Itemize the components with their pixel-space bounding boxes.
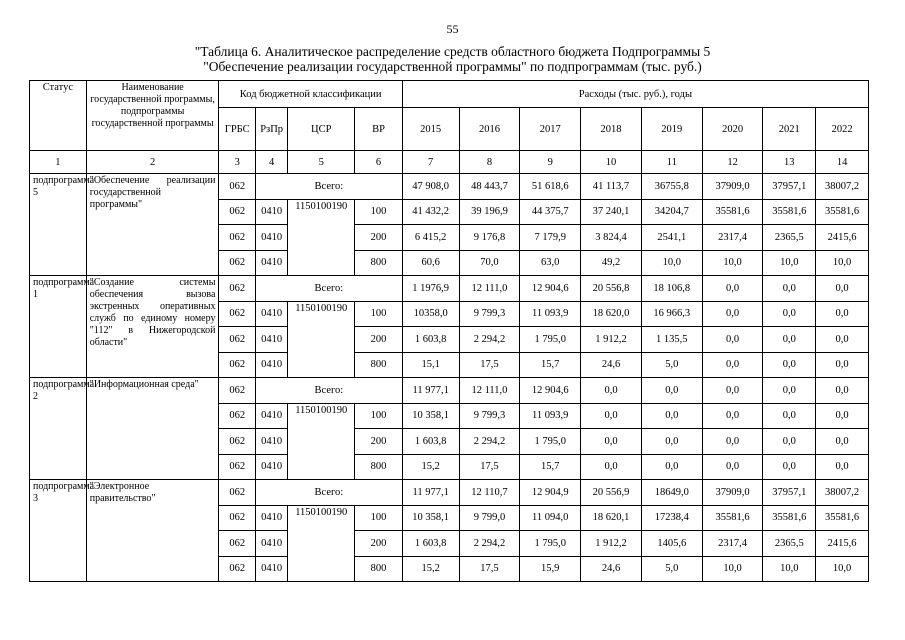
value-cell: 2415,6 [816,225,869,251]
value-cell: 24,6 [581,556,642,582]
value-cell: 18649,0 [641,480,702,506]
value-cell: 0,0 [702,454,763,480]
value-cell: 10,0 [702,250,763,276]
rzpr-cell: 0410 [255,429,287,455]
value-cell: 5,0 [641,556,702,582]
vr-cell: 200 [355,327,403,353]
value-cell: 1 912,2 [581,327,642,353]
value-cell: 0,0 [702,352,763,378]
rzpr-cell: 0410 [255,327,287,353]
value-cell: 0,0 [702,403,763,429]
value-cell: 34204,7 [641,199,702,225]
value-cell: 37909,0 [702,480,763,506]
value-cell: 3 824,4 [581,225,642,251]
grbs-cell: 062 [219,531,255,557]
table-row [30,480,869,506]
value-cell: 41 432,2 [402,199,459,225]
value-cell: 35581,6 [702,199,763,225]
grbs-cell: 062 [219,301,255,327]
value-cell: 0,0 [763,301,816,327]
rzpr-cell: 0410 [255,505,287,531]
value-cell: 9 799,3 [459,301,520,327]
value-cell: 39 196,9 [459,199,520,225]
value-cell: 15,2 [402,454,459,480]
value-cell: 20 556,9 [581,480,642,506]
value-cell: 1 135,5 [641,327,702,353]
value-cell: 2 294,2 [459,531,520,557]
vr-cell: 100 [355,505,403,531]
column-number: 3 [219,151,255,174]
total-label: Всего: [255,174,402,200]
value-cell: 35581,6 [763,199,816,225]
rzpr-cell: 0410 [255,556,287,582]
status-cell: подпрограмма 1 [30,276,87,378]
vr-cell: 200 [355,531,403,557]
value-cell: 17238,4 [641,505,702,531]
value-cell: 10,0 [641,250,702,276]
value-cell: 18 106,8 [641,276,702,302]
vr-cell: 800 [355,556,403,582]
value-cell: 11 093,9 [520,301,581,327]
value-cell: 0,0 [816,327,869,353]
value-cell: 1 795,0 [520,327,581,353]
value-cell: 37957,1 [763,480,816,506]
value-cell: 0,0 [641,429,702,455]
value-cell: 1 603,8 [402,327,459,353]
value-cell: 0,0 [581,429,642,455]
column-number: 13 [763,151,816,174]
grbs-cell: 062 [219,454,255,480]
csr-cell: 1150100190 [288,505,355,582]
value-cell: 15,7 [520,454,581,480]
value-cell: 35581,6 [763,505,816,531]
total-label: Всего: [255,480,402,506]
rzpr-cell: 0410 [255,199,287,225]
value-cell: 49,2 [581,250,642,276]
header-year: 2018 [581,108,642,151]
value-cell: 20 556,8 [581,276,642,302]
rzpr-cell: 0410 [255,352,287,378]
value-cell: 0,0 [641,378,702,404]
value-cell: 48 443,7 [459,174,520,200]
value-cell: 0,0 [581,378,642,404]
value-cell: 17,5 [459,352,520,378]
rzpr-cell: 0410 [255,403,287,429]
rzpr-cell: 0410 [255,225,287,251]
value-cell: 18 620,0 [581,301,642,327]
header-name: Наименование государственной программы, подпрограммы государственной программы [86,81,219,151]
grbs-cell: 062 [219,403,255,429]
value-cell: 0,0 [763,454,816,480]
value-cell: 1405,6 [641,531,702,557]
header-year: 2021 [763,108,816,151]
budget-table [29,80,869,582]
header-grbs: ГРБС [219,108,255,151]
grbs-cell: 062 [219,352,255,378]
column-number-row [30,151,869,174]
value-cell: 70,0 [459,250,520,276]
value-cell: 2317,4 [702,225,763,251]
column-number: 7 [402,151,459,174]
value-cell: 11 977,1 [402,378,459,404]
value-cell: 10,0 [702,556,763,582]
value-cell: 11 093,9 [520,403,581,429]
vr-cell: 200 [355,429,403,455]
value-cell: 12 904,6 [520,276,581,302]
csr-cell: 1150100190 [288,301,355,378]
value-cell: 12 111,0 [459,276,520,302]
value-cell: 12 111,0 [459,378,520,404]
value-cell: 1 603,8 [402,429,459,455]
column-number: 11 [641,151,702,174]
rzpr-cell: 0410 [255,301,287,327]
grbs-cell: 062 [219,327,255,353]
grbs-cell: 062 [219,378,255,404]
value-cell: 0,0 [702,378,763,404]
value-cell: 17,5 [459,454,520,480]
csr-cell: 1150100190 [288,199,355,276]
value-cell: 36755,8 [641,174,702,200]
vr-cell: 100 [355,403,403,429]
value-cell: 2317,4 [702,531,763,557]
value-cell: 0,0 [763,352,816,378]
header-vr: ВР [355,108,403,151]
header-expenses-group: Расходы (тыс. руб.), годы [402,81,868,108]
value-cell: 7 179,9 [520,225,581,251]
value-cell: 0,0 [581,454,642,480]
value-cell: 10 358,1 [402,505,459,531]
value-cell: 10,0 [763,556,816,582]
value-cell: 0,0 [763,403,816,429]
value-cell: 0,0 [702,429,763,455]
value-cell: 5,0 [641,352,702,378]
value-cell: 2541,1 [641,225,702,251]
value-cell: 51 618,6 [520,174,581,200]
column-number: 9 [520,151,581,174]
table-row [30,378,869,404]
header-year: 2019 [641,108,702,151]
total-label: Всего: [255,378,402,404]
header-csr: ЦСР [288,108,355,151]
name-cell: "Электронное правительство" [86,480,219,582]
grbs-cell: 062 [219,250,255,276]
value-cell: 16 966,3 [641,301,702,327]
vr-cell: 200 [355,225,403,251]
name-cell: "Обеспечение реализации государственной программы" [86,174,219,276]
value-cell: 0,0 [763,378,816,404]
value-cell: 41 113,7 [581,174,642,200]
value-cell: 0,0 [816,403,869,429]
value-cell: 37957,1 [763,174,816,200]
value-cell: 1 795,0 [520,429,581,455]
value-cell: 2365,5 [763,225,816,251]
value-cell: 35581,6 [816,199,869,225]
header-year: 2022 [816,108,869,151]
column-number: 6 [355,151,403,174]
value-cell: 35581,6 [816,505,869,531]
value-cell: 44 375,7 [520,199,581,225]
value-cell: 18 620,1 [581,505,642,531]
value-cell: 17,5 [459,556,520,582]
name-cell: "Создание системы обеспечения вызова экстренных оперативных служб по единому номеру "112" в Нижегородской области" [86,276,219,378]
vr-cell: 100 [355,301,403,327]
grbs-cell: 062 [219,199,255,225]
value-cell: 35581,6 [702,505,763,531]
value-cell: 37 240,1 [581,199,642,225]
rzpr-cell: 0410 [255,454,287,480]
value-cell: 0,0 [763,276,816,302]
table-row [30,174,869,200]
value-cell: 0,0 [816,429,869,455]
value-cell: 9 799,3 [459,403,520,429]
value-cell: 0,0 [763,429,816,455]
value-cell: 1 912,2 [581,531,642,557]
grbs-cell: 062 [219,174,255,200]
value-cell: 0,0 [816,276,869,302]
header-code-group: Код бюджетной классификации [219,81,402,108]
value-cell: 38007,2 [816,174,869,200]
header-year: 2016 [459,108,520,151]
value-cell: 15,1 [402,352,459,378]
value-cell: 0,0 [641,403,702,429]
value-cell: 6 415,2 [402,225,459,251]
value-cell: 10358,0 [402,301,459,327]
value-cell: 9 799,0 [459,505,520,531]
table-row [30,276,869,302]
value-cell: 0,0 [581,403,642,429]
column-number: 1 [30,151,87,174]
value-cell: 1 603,8 [402,531,459,557]
value-cell: 12 904,6 [520,378,581,404]
header-year: 2017 [520,108,581,151]
value-cell: 0,0 [816,352,869,378]
csr-cell: 1150100190 [288,403,355,480]
title-line-2: "Обеспечение реализации государственной программы" по подпрограммам (тыс. руб.) [203,59,702,74]
value-cell: 10 358,1 [402,403,459,429]
value-cell: 37909,0 [702,174,763,200]
value-cell: 38007,2 [816,480,869,506]
value-cell: 12 904,9 [520,480,581,506]
value-cell: 10,0 [763,250,816,276]
grbs-cell: 062 [219,225,255,251]
value-cell: 2415,6 [816,531,869,557]
grbs-cell: 062 [219,556,255,582]
vr-cell: 800 [355,352,403,378]
status-cell: подпрограмма 3 [30,480,87,582]
value-cell: 60,6 [402,250,459,276]
value-cell: 63,0 [520,250,581,276]
value-cell: 47 908,0 [402,174,459,200]
value-cell: 0,0 [816,301,869,327]
header-rzpr: РзПр [255,108,287,151]
value-cell: 2365,5 [763,531,816,557]
value-cell: 24,6 [581,352,642,378]
value-cell: 10,0 [816,250,869,276]
value-cell: 11 977,1 [402,480,459,506]
value-cell: 11 094,0 [520,505,581,531]
title-line-1: "Таблица 6. Аналитическое распределение средств областного бюджета Подпрограммы 5 [194,44,711,59]
grbs-cell: 062 [219,276,255,302]
column-number: 8 [459,151,520,174]
vr-cell: 100 [355,199,403,225]
value-cell: 0,0 [702,301,763,327]
name-cell: "Информационная среда" [86,378,219,480]
value-cell: 0,0 [816,378,869,404]
column-number: 5 [288,151,355,174]
column-number: 12 [702,151,763,174]
value-cell: 0,0 [641,454,702,480]
vr-cell: 800 [355,250,403,276]
value-cell: 0,0 [816,454,869,480]
value-cell: 10,0 [816,556,869,582]
grbs-cell: 062 [219,429,255,455]
status-cell: подпрограмма 2 [30,378,87,480]
value-cell: 1 1976,9 [402,276,459,302]
rzpr-cell: 0410 [255,531,287,557]
page-number: 55 [446,22,459,36]
rzpr-cell: 0410 [255,250,287,276]
grbs-cell: 062 [219,480,255,506]
column-number: 10 [581,151,642,174]
value-cell: 2 294,2 [459,327,520,353]
vr-cell: 800 [355,454,403,480]
value-cell: 1 795,0 [520,531,581,557]
status-cell: подпрограмма 5 [30,174,87,276]
header-status: Статус [30,81,87,151]
grbs-cell: 062 [219,505,255,531]
header-year: 2015 [402,108,459,151]
column-number: 4 [255,151,287,174]
total-label: Всего: [255,276,402,302]
header-year: 2020 [702,108,763,151]
value-cell: 0,0 [702,276,763,302]
value-cell: 15,9 [520,556,581,582]
table-title [60,44,845,74]
value-cell: 2 294,2 [459,429,520,455]
value-cell: 12 110,7 [459,480,520,506]
value-cell: 0,0 [763,327,816,353]
value-cell: 15,2 [402,556,459,582]
value-cell: 15,7 [520,352,581,378]
column-number: 2 [86,151,219,174]
value-cell: 9 176,8 [459,225,520,251]
column-number: 14 [816,151,869,174]
value-cell: 0,0 [702,327,763,353]
